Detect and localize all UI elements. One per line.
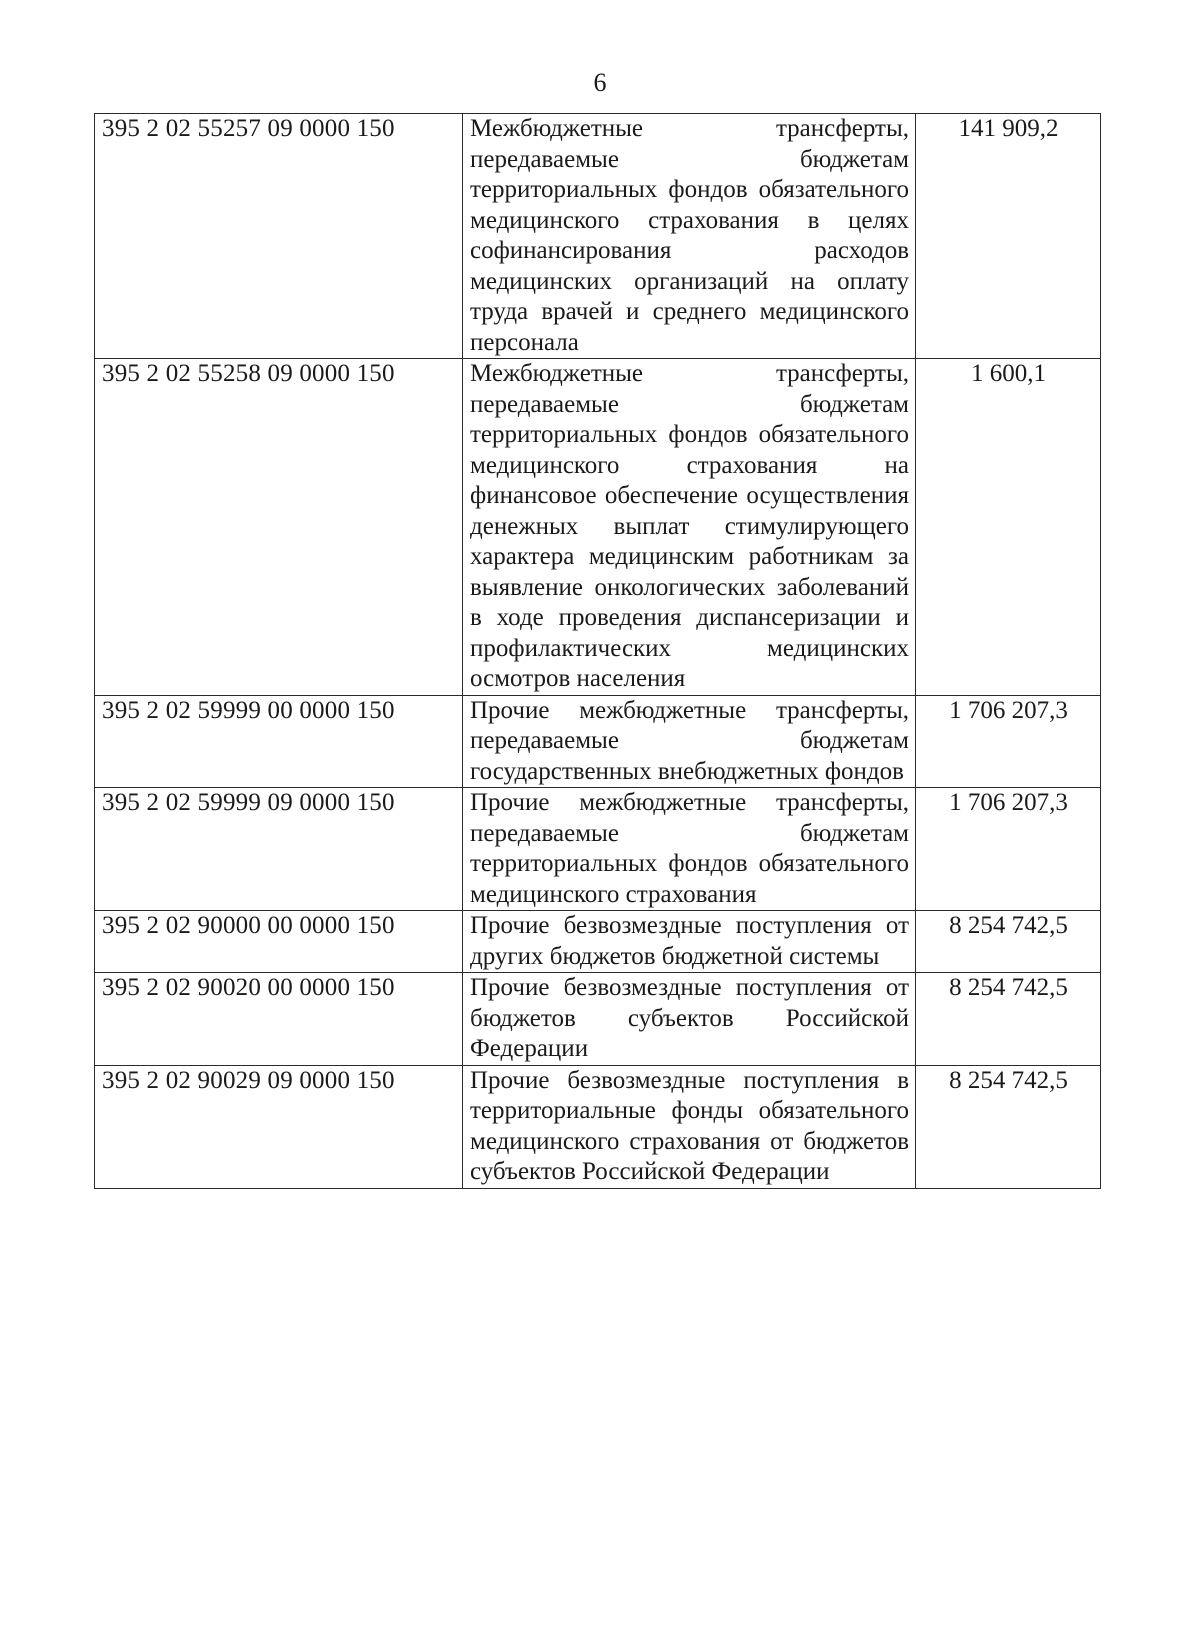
amount-cell: 1 706 207,3: [916, 788, 1101, 911]
description-cell: Межбюджетные трансферты, передаваемые бюджетам территориальных фондов обязательного медицинского страхования на финансовое обеспечение осуществления денежных выплат стимулирующего характера медицинским работникам за выявление онкологических заболеваний в ходе проведения диспансеризации и профилактических медицинских осмотров населения: [463, 359, 916, 696]
table-row: [95, 359, 1101, 696]
amount-cell: 1 706 207,3: [916, 695, 1101, 788]
table-row: [95, 114, 1101, 359]
description-cell: Прочие безвозмездные поступления от других бюджетов бюджетной системы: [463, 911, 916, 973]
budget-code-cell: 395 2 02 55257 09 0000 150: [95, 114, 463, 359]
description-cell: Прочие межбюджетные трансферты, передаваемые бюджетам государственных внебюджетных фондов: [463, 695, 916, 788]
table-row: [95, 973, 1101, 1066]
budget-code-cell: 395 2 02 59999 00 0000 150: [95, 695, 463, 788]
description-cell: Прочие безвозмездные поступления в территориальные фонды обязательного медицинского страхования от бюджетов субъектов Российской Федерации: [463, 1065, 916, 1188]
table-row: [95, 1065, 1101, 1188]
description-cell: Межбюджетные трансферты, передаваемые бюджетам территориальных фондов обязательного медицинского страхования в целях софинансирования расходов медицинских организаций на оплату труда врачей и среднего медицинского персонала: [463, 114, 916, 359]
table-row: [95, 911, 1101, 973]
budget-code-cell: 395 2 02 55258 09 0000 150: [95, 359, 463, 696]
table-row: [95, 788, 1101, 911]
description-cell: Прочие межбюджетные трансферты, передаваемые бюджетам территориальных фондов обязательного медицинского страхования: [463, 788, 916, 911]
page-number: 6: [593, 68, 607, 97]
table-row: [95, 695, 1101, 788]
budget-code-cell: 395 2 02 90029 09 0000 150: [95, 1065, 463, 1188]
budget-code-cell: 395 2 02 59999 09 0000 150: [95, 788, 463, 911]
amount-cell: 8 254 742,5: [916, 973, 1101, 1066]
amount-cell: 1 600,1: [916, 359, 1101, 696]
amount-cell: 8 254 742,5: [916, 1065, 1101, 1188]
budget-code-cell: 395 2 02 90020 00 0000 150: [95, 973, 463, 1066]
amount-cell: 141 909,2: [916, 114, 1101, 359]
amount-cell: 8 254 742,5: [916, 911, 1101, 973]
budget-revenue-table: [94, 113, 1101, 1189]
description-cell: Прочие безвозмездные поступления от бюджетов субъектов Российской Федерации: [463, 973, 916, 1066]
budget-code-cell: 395 2 02 90000 00 0000 150: [95, 911, 463, 973]
